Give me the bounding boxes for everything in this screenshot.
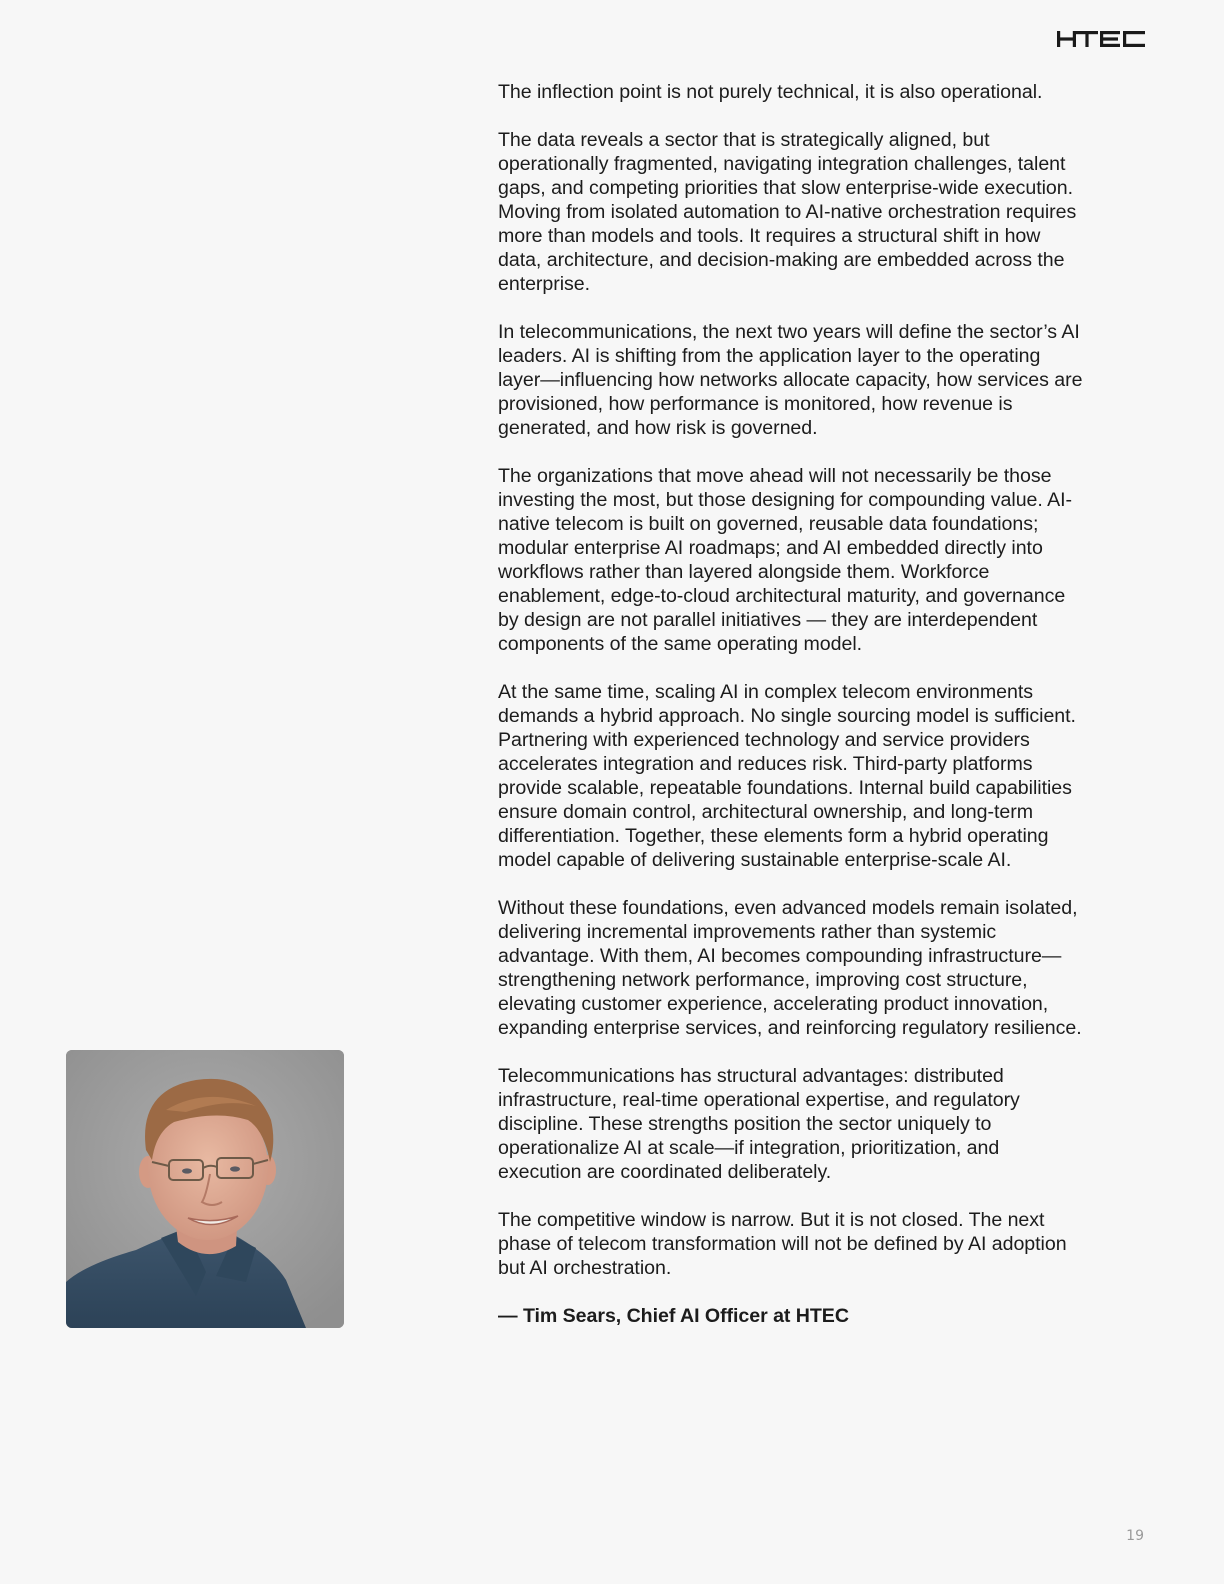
portrait-illustration — [66, 1050, 344, 1328]
signature: — Tim Sears, Chief AI Officer at HTEC — [498, 1305, 849, 1327]
page-number: 19 — [1126, 1528, 1144, 1544]
paragraph: At the same time, scaling AI in complex telecom environments demands a hybrid approach. No single sourcing model is sufficient. Partnering with experienced technology and service providers accelerates integration and reduces risk. Third-party platforms provide scalable, repeatable foundations. Internal build capabilities ensure domain control, architectural ownership, and long-term differentiation. Together, these elements form a hybrid operating model capable of delivering sustainable enterprise-scale AI. — [498, 681, 1076, 871]
quote-body — [498, 80, 1158, 1352]
portrait-photo — [66, 1050, 344, 1328]
paragraph: In telecommunications, the next two years will define the sector’s AI leaders. AI is shifting from the application layer to the operating layer—influencing how networks allocate capacity, how services are provisioned, how performance is monitored, how revenue is generated, and how risk is governed. — [498, 321, 1083, 439]
paragraph: The inflection point is not purely technical, it is also operational. — [498, 81, 1043, 103]
htec-logo-mark — [1057, 31, 1145, 47]
paragraph: Without these foundations, even advanced models remain isolated, delivering incremental improvements rather than systemic advantage. With them, AI becomes compounding infrastructure— strengthening network performance, improving cost structure, elevating customer experience, accelerating product innovation, expanding enterprise services, and reinforcing regulatory resilience. — [498, 897, 1082, 1039]
paragraph: The competitive window is narrow. But it is not closed. The next phase of telecom transformation will not be defined by AI adoption but AI orchestration. — [498, 1209, 1067, 1279]
htec-logo — [1057, 31, 1145, 47]
paragraph: The organizations that move ahead will not necessarily be those investing the most, but those designing for compounding value. AI- native telecom is built on governed, reusable data foundations; modular enterprise AI roadmaps; and AI embedded directly into workflows rather than layered alongside them. Workforce enablement, edge-to-cloud architectural maturity, and governance by design are not parallel initiatives — they are interdependent components of the same operating model. — [498, 465, 1072, 655]
paragraph: Telecommunications has structural advantages: distributed infrastructure, real-time operational expertise, and regulatory discipline. These strengths position the sector uniquely to operationalize AI at scale—if integration, prioritization, and execution are coordinated deliberately. — [498, 1065, 1020, 1183]
paragraph: The data reveals a sector that is strategically aligned, but operationally fragmented, navigating integration challenges, talent gaps, and competing priorities that slow enterprise-wide execution. Moving from isolated automation to AI-native orchestration requires more than models and tools. It requires a structural shift in how data, architecture, and decision-making are embedded across the enterprise. — [498, 129, 1077, 295]
